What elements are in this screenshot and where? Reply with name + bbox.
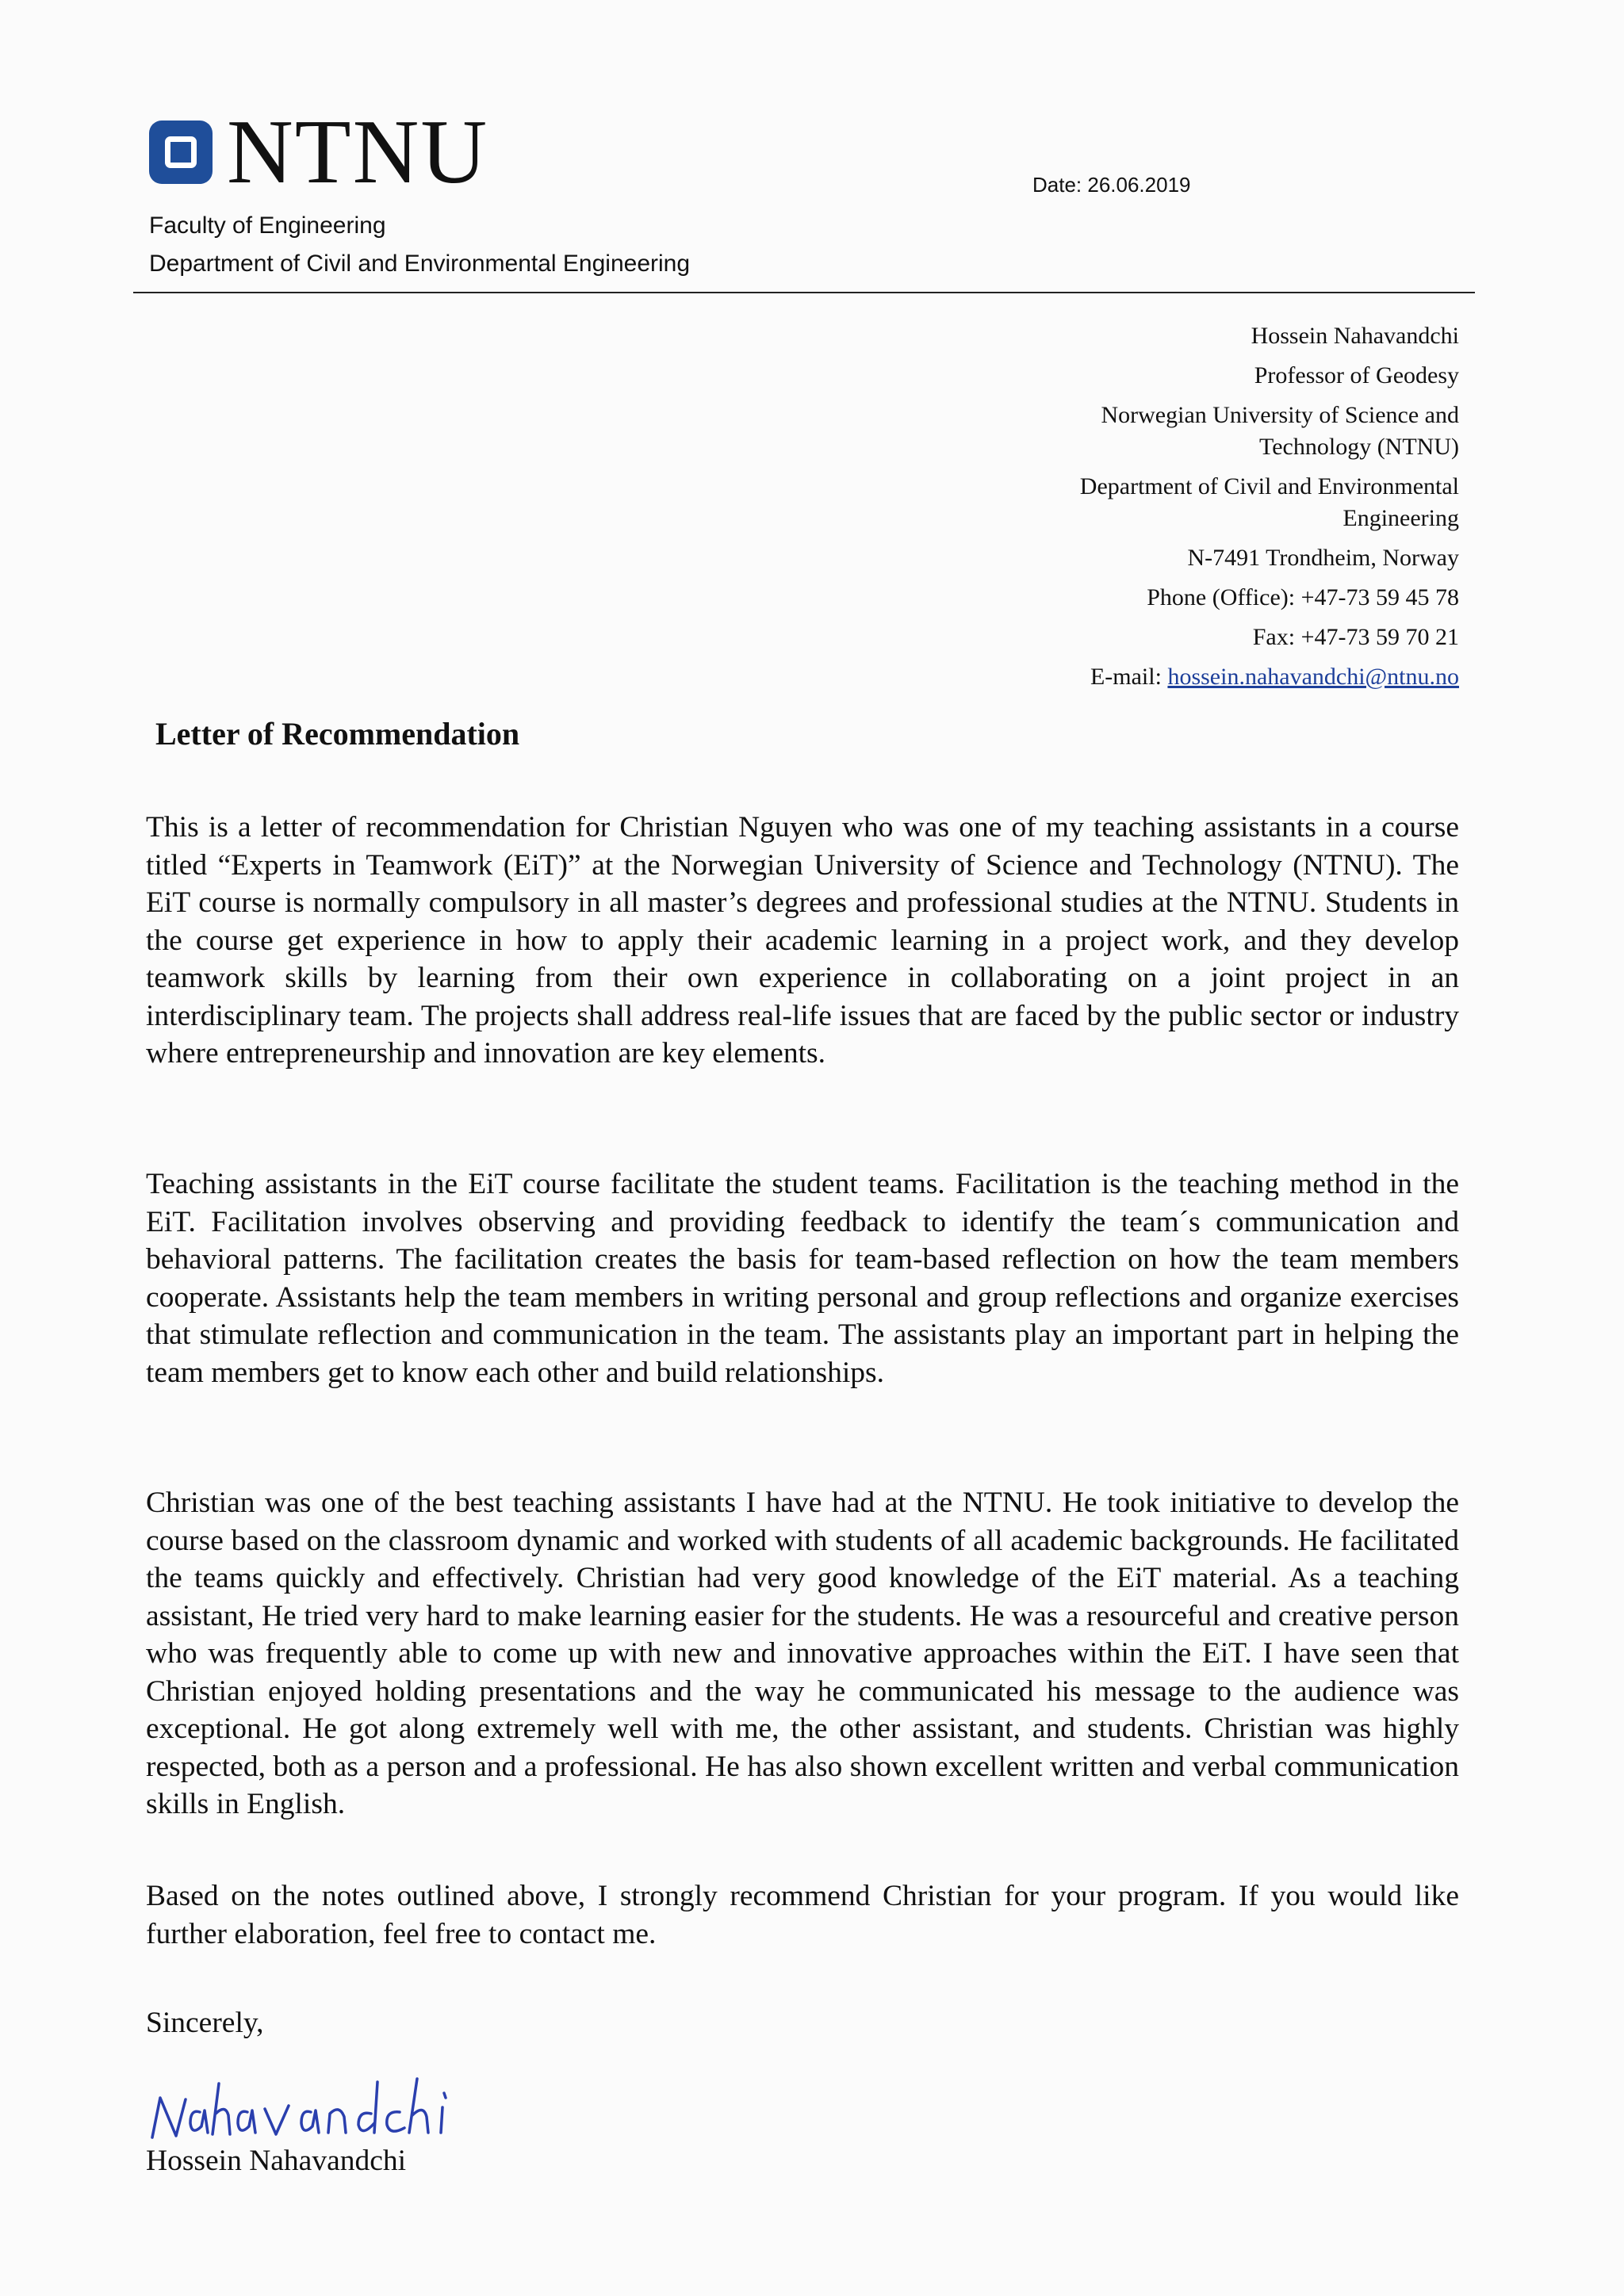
sender-name: Hossein Nahavandchi — [1251, 323, 1459, 349]
email-link[interactable]: hossein.nahavandchi@ntnu.no — [1167, 664, 1459, 690]
sender-position: Professor of Geodesy — [1254, 362, 1459, 388]
ntnu-logo-mark — [149, 121, 213, 184]
handwritten-signature — [143, 2026, 523, 2145]
letter-date: Date: 26.06.2019 — [1032, 173, 1191, 197]
logo-text: NTNU — [227, 101, 489, 203]
signed-name: Hossein Nahavandchi — [146, 2145, 407, 2177]
sender-city: N-7491 Trondheim, Norway — [1187, 545, 1459, 571]
letter-paragraph-3: Christian was one of the best teaching assistants I have had at the NTNU. He took initiative to develop the course based on the classroom dynamic and worked with students of all academic backgrounds. He facilitated the teams quickly and effectively. Christian had very good knowledge of the EiT material. As a teaching assistant, He tried very hard to make learning easier for the students. He was a resourceful and creative person who was frequently able to come up with new and innovative approaches within the EiT. I have seen that Christian enjoyed holding presentations and the way he communicated his message to the audience was exceptional. He got along extremely well with me, the other assistant, and students. Christian was highly respected, both as a person and a professional. He has also shown excellent written and verbal communication skills in English. — [146, 1487, 1459, 1820]
sender-address-block — [952, 320, 1459, 701]
letter-paragraph-2: Teaching assistants in the EiT course facilitate the student teams. Facilitation is the teaching method in the EiT. Facilitation involves observing and providing feedback to identify the team´s communication and behavioral patterns. The facilitation creates the basis for team-based reflection on how the team members cooperate. Assistants help the team members in writing personal and group reflections and organize exercises that stimulate reflection and communication in the team. The assistants play an important part in helping the team members get to know each other and build relationships. — [146, 1168, 1459, 1389]
letter-paragraph-1: This is a letter of recommendation for Christian Nguyen who was one of my teaching assistants in a course titled “Experts in Teamwork (EiT)” at the Norwegian University of Science and Technology (NTNU). The EiT course is normally compulsory in all master’s degrees and professional studies at the NTNU. Students in the course get experience in how to apply their academic learning in a project work, and they develop teamwork skills by learning from their own experience in collaborating on a joint project in an interdisciplinary team. The projects shall address real-life issues that are faced by the public sector or industry where entrepreneurship and innovation are key elements. — [146, 811, 1459, 1070]
ntnu-logo — [149, 101, 489, 203]
sender-email-line — [952, 661, 1459, 693]
sender-fax: Fax: +47-73 59 70 21 — [1252, 624, 1459, 650]
closing: Sincerely, — [146, 2007, 264, 2039]
letter-title: Letter of Recommendation — [155, 716, 520, 752]
sender-department: Department of Civil and Environmental Engineering — [1079, 473, 1459, 531]
sender-university: Norwegian University of Science and Technology (NTNU) — [1101, 402, 1459, 460]
header-divider — [133, 292, 1475, 293]
faculty-name: Faculty of Engineering — [149, 212, 386, 239]
sender-phone: Phone (Office): +47-73 59 45 78 — [1147, 584, 1459, 610]
letter-paragraph-4: Based on the notes outlined above, I strongly recommend Christian for your program. If you would like further elaboration, feel free to contact me. — [146, 1880, 1459, 1950]
department-name: Department of Civil and Environmental Engineering — [149, 251, 691, 277]
email-label: E-mail: — [1090, 664, 1162, 690]
